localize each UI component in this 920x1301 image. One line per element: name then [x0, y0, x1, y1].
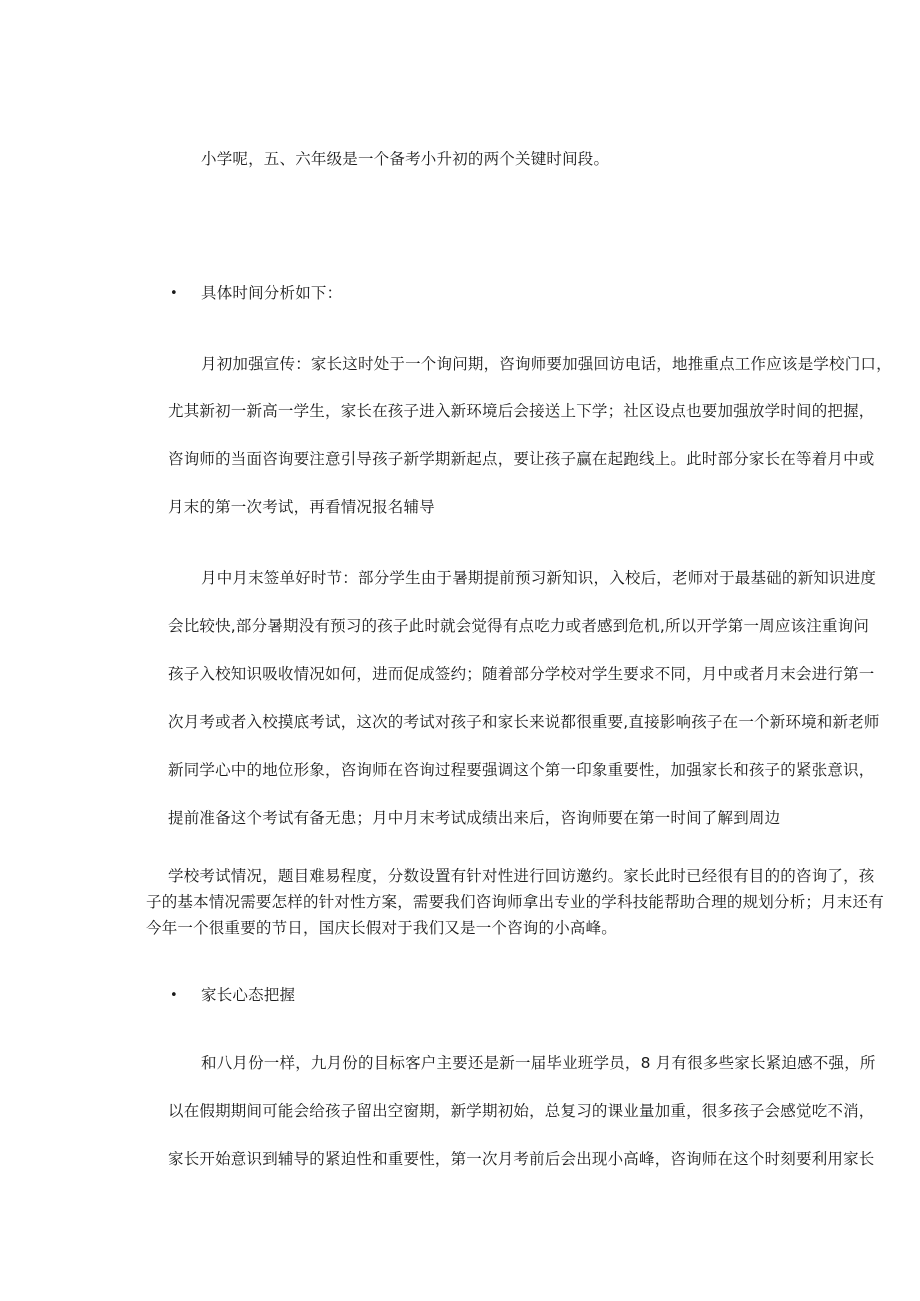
paragraph-line: 以在假期期间可能会给孩子留出空窗期，新学期初始，总复习的课业量加重，很多孩子会感觉吃不消， — [168, 1102, 875, 1120]
paragraph-line: 次月考或者入校摸底考试，这次的考试对孩子和家长来说都很重要,直接影响孩子在一个新环境和新老师 — [168, 713, 880, 731]
bullet-icon: • — [170, 286, 178, 301]
paragraph-line: 今年一个很重要的节日，国庆长假对于我们又是一个咨询的小高峰。 — [146, 919, 618, 937]
paragraph-line: 提前准备这个考试有备无患；月中月末考试成绩出来后，咨询师要在第一时间了解到周边 — [168, 809, 781, 827]
paragraph-line: 和八月份一样，九月份的目标客户主要还是新一届毕业班学员，8 月有很多些家长紧迫感不强，所 — [201, 1054, 876, 1072]
paragraph-line: 学校考试情况，题目难易程度，分数设置有针对性进行回访邀约。家长此时已经很有目的的咨询了，孩 — [168, 867, 875, 885]
intro-paragraph: 小学呢，五、六年级是一个备考小升初的两个关键时间段。 — [201, 150, 610, 168]
paragraph-line: 会比较快,部分暑期没有预习的孩子此时就会觉得有点吃力或者感到危机,所以开学第一周应该注重询问 — [168, 617, 870, 635]
paragraph-line: 新同学心中的地位形象，咨询师在咨询过程要强调这个第一印象重要性，加强家长和孩子的紧张意识， — [168, 761, 875, 779]
paragraph-line: 月中月末签单好时节：部分学生由于暑期提前预习新知识，入校后，老师对于最基础的新知识进度 — [201, 569, 877, 587]
section-heading-parent-mindset: 家长心态把握 — [201, 986, 296, 1004]
section-heading-time-analysis: 具体时间分析如下： — [201, 284, 343, 302]
paragraph-line: 月初加强宣传：家长这时处于一个询问期，咨询师要加强回访电话，地推重点工作应该是学校门口， — [201, 355, 892, 373]
paragraph-line: 子的基本情况需要怎样的针对性方案，需要我们咨询师拿出专业的学科技能帮助合理的规划分析；月末还有 — [146, 893, 884, 911]
paragraph-line: 家长开始意识到辅导的紧迫性和重要性，第一次月考前后会出现小高峰，咨询师在这个时刻要利用家长 — [168, 1150, 875, 1168]
paragraph-line: 孩子入校知识吸收情况如何，进而促成签约；随着部分学校对学生要求不同，月中或者月末会进行第一 — [168, 665, 875, 683]
paragraph-line: 尤其新初一新高一学生，家长在孩子进入新环境后会接送上下学；社区设点也要加强放学时间的把握， — [168, 402, 875, 420]
paragraph-line: 咨询师的当面咨询要注意引导孩子新学期新起点，要让孩子赢在起跑线上。此时部分家长在等着月中或 — [168, 450, 875, 468]
paragraph-line: 月末的第一次考试，再看情况报名辅导 — [168, 498, 435, 516]
bullet-icon: • — [170, 988, 178, 1003]
